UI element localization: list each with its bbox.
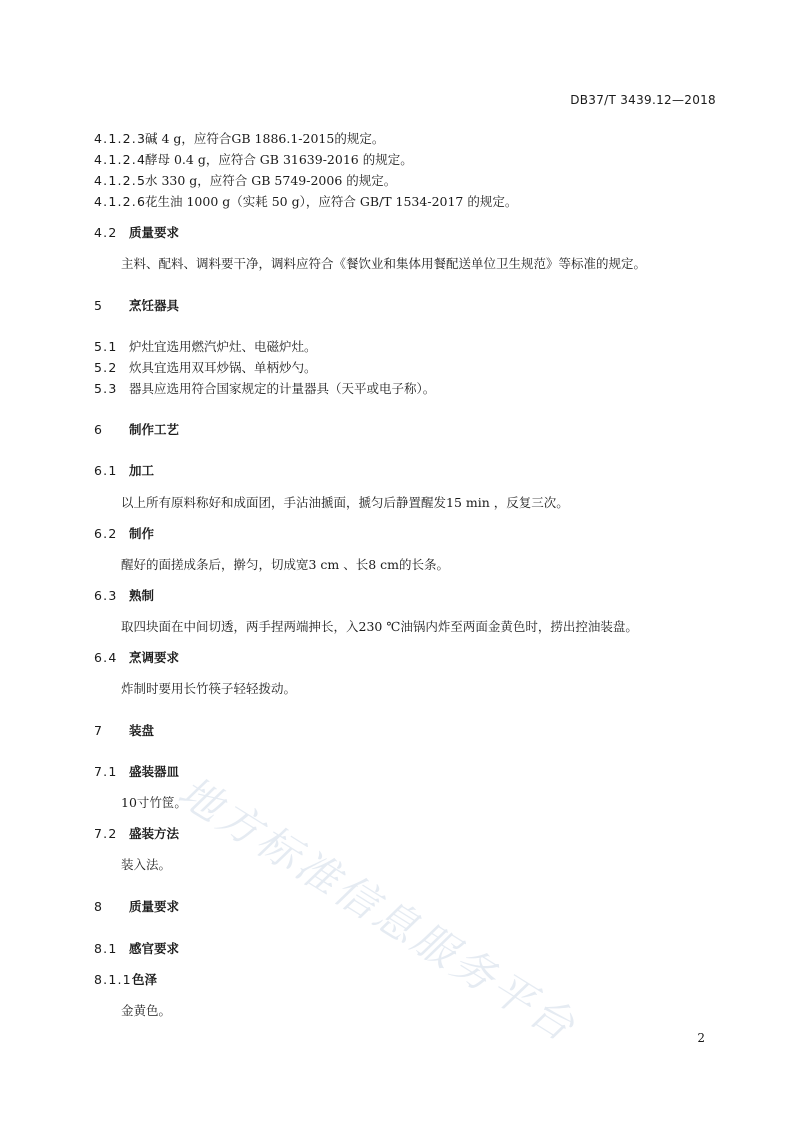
clause-4-1-2-3 xyxy=(94,130,384,148)
section-heading-7-2 xyxy=(94,825,179,843)
section-title: 盛装器皿 xyxy=(129,764,180,779)
clause-4-1-2-6 xyxy=(94,193,517,211)
section-heading-6-3 xyxy=(94,587,154,605)
clause-text: 炊具宜选用双耳炒锅、单柄炒勺。 xyxy=(129,360,317,375)
paragraph: 取四块面在中间切透，两手捏两端抻长，入230 ℃油锅内炸至两面金黄色时，捞出控油装盘。 xyxy=(121,619,638,634)
paragraph: 醒好的面搓成条后，擀匀，切成宽3 cm 、长8 cm的长条。 xyxy=(121,557,450,572)
section-title: 熟制 xyxy=(129,588,155,603)
section-heading-5 xyxy=(94,297,179,315)
paragraph: 主料、配料、调料要干净，调料应符合《餐饮业和集体用餐配送单位卫生规范》等标准的规定。 xyxy=(121,256,647,271)
section-title: 质量要求 xyxy=(129,225,180,240)
section-title: 色泽 xyxy=(132,972,158,987)
clause-5-1 xyxy=(94,338,317,356)
clause-text: 炉灶宜选用燃汽炉灶、电磁炉灶。 xyxy=(129,339,317,354)
section-number: 6.1 xyxy=(94,463,118,478)
section-number: 6.2 xyxy=(94,526,118,541)
section-title: 质量要求 xyxy=(129,899,180,914)
clause-number: 4.1.2.4 xyxy=(94,152,147,167)
clause-number: 4.1.2.6 xyxy=(94,194,147,209)
section-heading-6-2 xyxy=(94,525,154,543)
clause-number: 5.2 xyxy=(94,360,118,375)
paragraph: 以上所有原料称好和成面团，手沾油搋面，搋匀后静置醒发15 min ，反复三次。 xyxy=(121,495,569,510)
clause-number: 4.1.2.3 xyxy=(94,131,147,146)
section-heading-8 xyxy=(94,898,179,916)
clause-number: 5.1 xyxy=(94,339,118,354)
paragraph: 炸制时要用长竹筷子轻轻拨动。 xyxy=(121,681,297,696)
clause-4-1-2-5 xyxy=(94,172,396,190)
section-title: 制作工艺 xyxy=(129,422,180,437)
document-code: DB37/T 3439.12—2018 xyxy=(570,93,716,107)
section-heading-7-1 xyxy=(94,763,179,781)
section-heading-8-1-1 xyxy=(94,971,157,989)
section-heading-6-1 xyxy=(94,462,154,480)
section-title: 加工 xyxy=(129,463,155,478)
section-number: 6.3 xyxy=(94,588,118,603)
section-number: 7 xyxy=(94,723,104,738)
paragraph: 装入法。 xyxy=(121,857,172,872)
section-number: 8.1.1 xyxy=(94,972,132,987)
section-heading-7 xyxy=(94,722,154,740)
section-title: 装盘 xyxy=(129,723,155,738)
section-heading-6 xyxy=(94,421,179,439)
section-heading-6-4 xyxy=(94,649,179,667)
clause-number: 4.1.2.5 xyxy=(94,173,147,188)
clause-text: 碱 4 g，应符合GB 1886.1-2015的规定。 xyxy=(145,131,385,146)
watermark: 地方标准信息服务平台 xyxy=(169,766,586,1053)
paragraph: 10寸竹筐。 xyxy=(121,795,187,810)
clause-number: 5.3 xyxy=(94,381,118,396)
section-number: 5 xyxy=(94,298,104,313)
section-heading-8-1 xyxy=(94,940,179,958)
clause-4-1-2-4 xyxy=(94,151,413,169)
clause-5-2 xyxy=(94,359,317,377)
section-title: 烹调要求 xyxy=(129,650,180,665)
section-title: 制作 xyxy=(129,526,155,541)
section-number: 4.2 xyxy=(94,225,118,240)
section-title: 烹饪器具 xyxy=(129,298,180,313)
clause-text: 酵母 0.4 g，应符合 GB 31639-2016 的规定。 xyxy=(145,152,413,167)
section-title: 盛装方法 xyxy=(129,826,180,841)
clause-text: 器具应选用符合国家规定的计量器具（天平或电子称）。 xyxy=(129,381,436,396)
section-heading-4-2 xyxy=(94,224,179,242)
page-number: 2 xyxy=(697,1031,705,1045)
section-number: 7.1 xyxy=(94,764,118,779)
clause-text: 花生油 1000 g（实耗 50 g），应符合 GB/T 1534-2017 的规定。 xyxy=(145,194,518,209)
clause-5-3 xyxy=(94,380,435,398)
section-number: 6 xyxy=(94,422,104,437)
section-number: 8.1 xyxy=(94,941,118,956)
section-number: 6.4 xyxy=(94,650,118,665)
clause-text: 水 330 g，应符合 GB 5749-2006 的规定。 xyxy=(145,173,397,188)
section-number: 7.2 xyxy=(94,826,118,841)
section-title: 感官要求 xyxy=(129,941,180,956)
section-number: 8 xyxy=(94,899,104,914)
paragraph: 金黄色。 xyxy=(121,1003,172,1018)
